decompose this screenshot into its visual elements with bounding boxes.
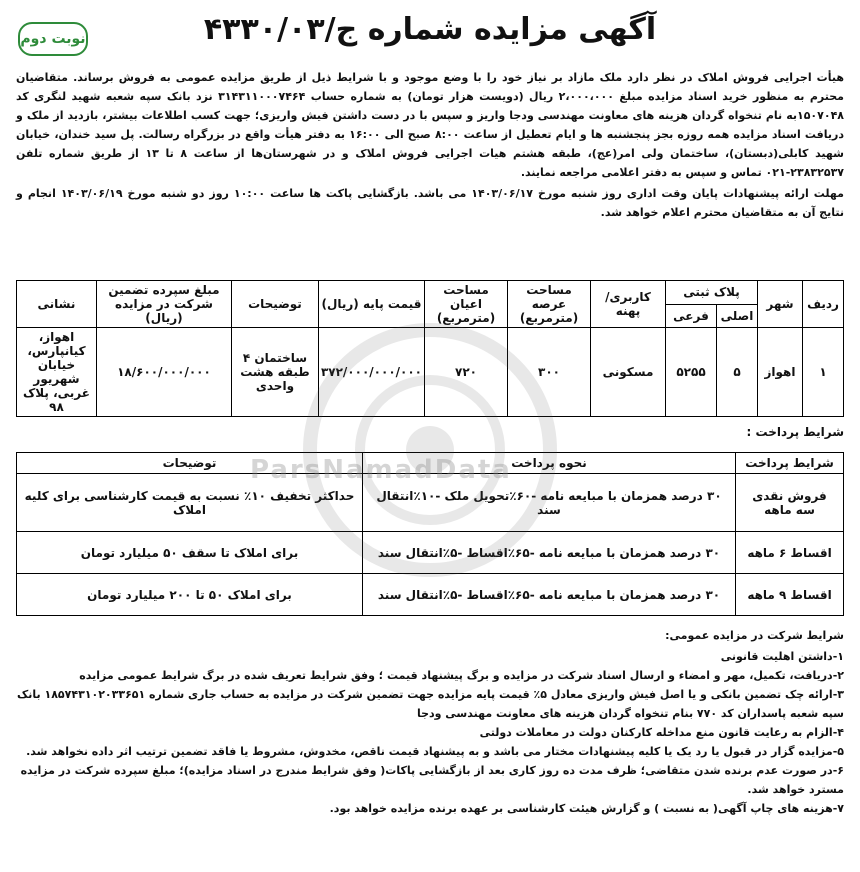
cell-building-area: ۷۲۰	[425, 328, 508, 417]
col-payment-terms: شرایط پرداخت	[736, 453, 844, 474]
list-item: ۲-دریافت، تکمیل، مهر و امضاء و ارسال اسناد شرکت در مزایده و برگ پیشنهاد قیمت ؛ وفق شرایط تعریف شده در برگ شرایط عمومی مزایده	[79, 669, 844, 682]
cell-notes: برای املاک تا سقف ۵۰ میلیارد تومان	[17, 532, 363, 574]
list-item: ۳-ارائه چک تضمین بانکی و یا اصل فیش واریزی معادل ۵٪ قیمت پایه مزایده جهت تضمین شرکت در مزایده به حساب جاری شماره ۱۸۵۷۴۳۱۰۲۰۳۳۶۵۱ بانک سپه شعبه پاسداران کد ۷۷۰ بنام تنخواه گردان هزینه های معاونت مهندسی ودجا	[17, 688, 844, 720]
col-deposit: مبلغ سپرده تضمین شرکت در مزایده (ریال)	[96, 281, 231, 328]
property-table-header	[17, 281, 844, 305]
list-item: ۶-در صورت عدم برنده شدن متقاضی؛ ظرف مدت ده روز کاری بعد از بازگشایی پاکات( وفق شرایط مندرج در اسناد مزایده)؛ مبلغ سپرده شرکت در مزایده مسترد خواهد شد.	[20, 764, 844, 796]
cell-row: ۱	[803, 328, 844, 417]
col-description: توضیحات	[231, 281, 318, 328]
cell-method: ۳۰ درصد همزمان با مبایعه نامه -۶۵٪اقساط -۵٪انتقال سند	[363, 574, 736, 616]
cell-city: اهواز	[758, 328, 803, 417]
cell-plaque-main: ۵	[717, 328, 758, 417]
list-item: ۴-الزام به رعایت قانون منع مداخله کارکنان دولت در معاملات دولتی	[479, 726, 844, 739]
col-land-area: مساحت عرصه (مترمربع)	[508, 281, 591, 328]
col-building-area: مساحت اعیان (مترمربع)	[425, 281, 508, 328]
cell-method: ۳۰ درصد همزمان با مبایعه نامه -۶۰٪تحویل ملک -۱۰٪انتقال سند	[363, 474, 736, 532]
intro-section	[16, 68, 844, 224]
col-row: ردیف	[803, 281, 844, 328]
second-round-badge: نوبت دوم	[18, 22, 88, 56]
list-item: ۱-داشتن اهلیت قانونی	[720, 650, 844, 663]
col-plaque-main: اصلی	[717, 304, 758, 328]
conditions-title: شرایط شرکت در مزایده عمومی:	[665, 629, 844, 642]
property-table	[16, 280, 844, 417]
cell-method: ۳۰ درصد همزمان با مبایعه نامه -۶۵٪اقساط -۵٪انتقال سند	[363, 532, 736, 574]
cell-address: اهواز، کیانپارس، خیابان شهریور غربی، پلاک ۹۸	[17, 328, 97, 417]
table-row	[17, 328, 844, 417]
table-row	[17, 574, 844, 616]
cell-description: ساختمان ۴ طبقه هشت واحدی	[231, 328, 318, 417]
notice-title: آگهی مزایده شماره ج/۴۳۳۰/۰۳	[203, 12, 657, 47]
col-base-price: قیمت پایه (ریال)	[318, 281, 424, 328]
intro-paragraph: هیأت اجرایی فروش املاک در نظر دارد ملک مازاد بر نیاز خود را با وضع موجود و با شرایط ذیل از طریق مزایده عمومی به فروش برساند. متقاضیان محترم به منظور خرید اسناد مزایده مبلغ ۲،۰۰۰،۰۰۰ ریال (دویست هزار تومان) به شماره حساب ۳۱۴۳۱۱۰۰۰۷۴۶۴ نزد بانک سپه شعبه شهید لنگری کد ۱۵۰۷۰۴۸به نام تنخواه گردان هزینه های معاونت مهندسی ودجا واریز و سپس با در دست داشتن فیش واریزی؛ جهت کسب اطلاعات بیشتر، بازدید از ملک و دریافت اسناد مزایده همه روزه بجز پنجشنبه ها و ایام تعطیل از ساعت ۸:۰۰ صبح الی ۱۶:۰۰ به دفتر هیأت واقع در بزرگراه رسالت. پل سید خندان، خیابان شهید کابلی(دبستان)، ساختمان ولی امر(عج)، طبقه هشتم هیات اجرایی فروش املاک و در شهرستان‌ها از ساعت ۸ تا ۱۳ از طریق شماره تلفن ۲۳۸۳۲۵۳۷-۰۲۱ تماس و سپس به دفتر اعلامی مراجعه نمایند.	[16, 71, 844, 179]
col-payment-method: نحوه پرداخت	[363, 453, 736, 474]
cell-deposit: ۱۸/۶۰۰/۰۰۰/۰۰۰	[96, 328, 231, 417]
conditions-section	[16, 626, 844, 818]
cell-notes: برای املاک ۵۰ تا ۲۰۰ میلیارد تومان	[17, 574, 363, 616]
cell-plaque-sub: ۵۲۵۵	[666, 328, 717, 417]
table-row	[17, 532, 844, 574]
watermark-text: ParsNamadData	[250, 455, 512, 485]
list-item: ۷-هزینه های چاپ آگهی( به نسبت ) و گزارش هیئت کارشناسی بر عهده برنده مزایده خواهد بود.	[329, 802, 844, 815]
col-usage: کاربری/پهنه	[591, 281, 666, 328]
cell-land-area: ۳۰۰	[508, 328, 591, 417]
col-address: نشانی	[17, 281, 97, 328]
col-payment-notes: توضیحات	[17, 453, 363, 474]
cell-usage: مسکونی	[591, 328, 666, 417]
col-plaque: پلاک ثبتی	[666, 281, 758, 305]
cell-terms: اقساط ۶ ماهه	[736, 532, 844, 574]
col-plaque-sub: فرعی	[666, 304, 717, 328]
col-city: شهر	[758, 281, 803, 328]
cell-terms: اقساط ۹ ماهه	[736, 574, 844, 616]
deadline-paragraph: مهلت ارائه پیشنهادات پایان وقت اداری روز شنبه مورخ ۱۴۰۳/۰۶/۱۷ می باشد. بازگشایی پاکت ها ساعت ۱۰:۰۰ روز دو شنبه مورخ ۱۴۰۳/۰۶/۱۹ انجام و نتایج آن به متقاضیان محترم اعلام خواهد شد.	[16, 187, 844, 219]
cell-notes: حداکثر تخفیف ۱۰٪ نسبت به قیمت کارشناسی برای کلیه املاک	[17, 474, 363, 532]
payment-section-title: شرایط پرداخت :	[746, 425, 844, 439]
cell-terms: فروش نقدی سه ماهه	[736, 474, 844, 532]
cell-base-price: ۳۷۲/۰۰۰/۰۰۰/۰۰۰	[318, 328, 424, 417]
list-item: ۵-مزایده گزار در قبول یا رد یک یا کلیه پیشنهادات مختار می باشد و به پیشنهاد قیمت ناقص، مخدوش، مشروط یا فاقد تضمین ترتیب اثر داده نخواهد شد.	[26, 745, 844, 758]
